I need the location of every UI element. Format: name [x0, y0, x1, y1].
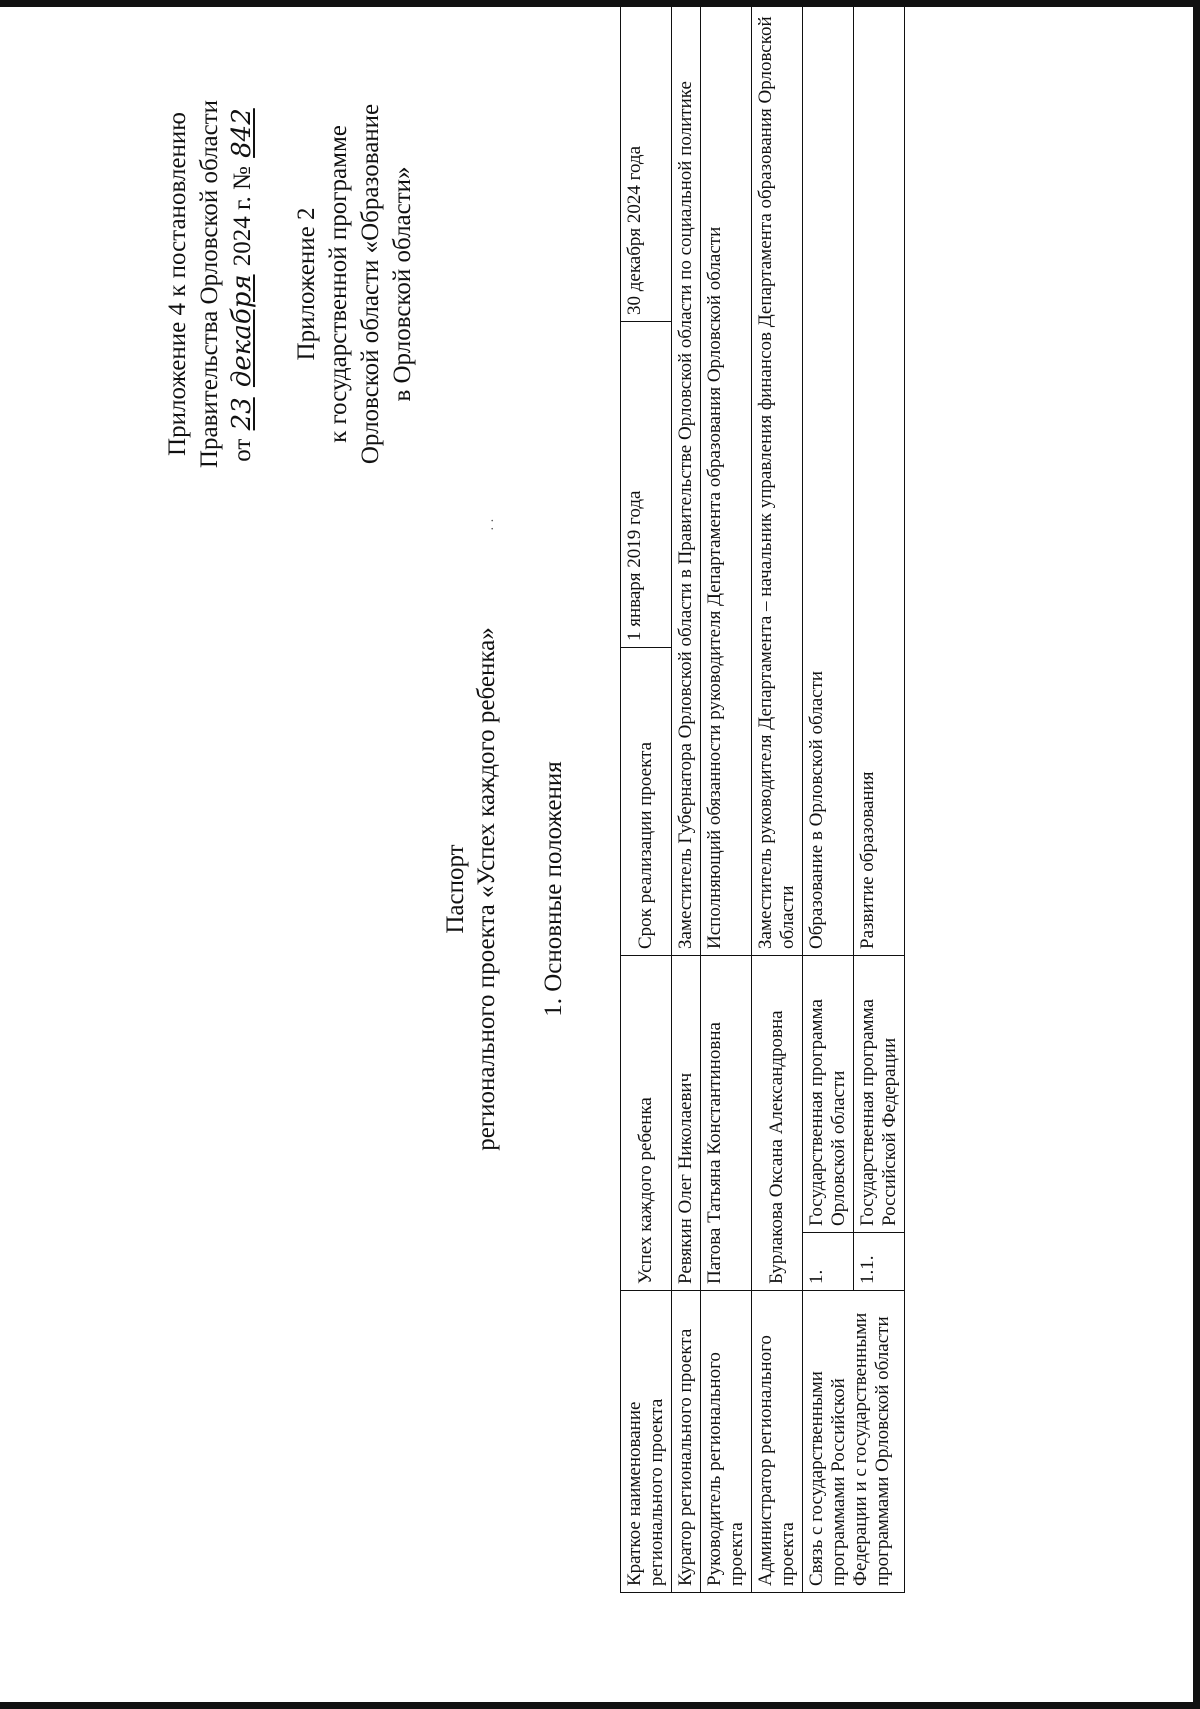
appendix-date-line	[226, 14, 259, 554]
program-value: Развитие образования	[854, 3, 905, 956]
link-label: Связь с государственными программами Российской Федерации и с государственными программами Орловской области	[803, 1291, 905, 1593]
short-name-value: Успех каждого ребенка	[621, 956, 672, 1291]
date-prefix: от	[229, 438, 256, 462]
table-row-curator	[672, 3, 701, 1593]
date-year: 2024 г. №	[229, 166, 256, 267]
term-end: 30 декабря 2024 года	[621, 3, 672, 322]
short-name-label: Краткое наименование регионального проекта	[621, 1291, 672, 1593]
table-row-program-1	[803, 3, 854, 1593]
admin-label: Администратор регионального проекта	[752, 1291, 803, 1593]
admin-name: Бурлакова Оксана Александровна	[752, 956, 803, 1291]
program-number: 1.1.	[854, 1233, 905, 1291]
curator-name: Ревякин Олег Николаевич	[672, 956, 701, 1291]
admin-position: Заместитель руководителя Департамента – начальник управления финансов Департамента образования Орловской области	[752, 3, 803, 956]
spacer	[259, 14, 291, 554]
sub-appendix-line-1: Приложение 2	[293, 207, 320, 361]
head-name: Патова Татьяна Константиновна	[701, 956, 752, 1291]
document-heading	[440, 529, 569, 1249]
program-number: 1.	[803, 1233, 854, 1291]
sub-appendix-line-4: в Орловской области»	[389, 166, 416, 402]
table-row-head	[701, 3, 752, 1593]
table-row-short-name	[621, 3, 672, 1593]
appendix-line-2: Правительства Орловской области	[196, 99, 223, 469]
appendix-line-1: Приложение 4 к постановлению	[164, 112, 191, 456]
doc-title: Паспорт	[442, 844, 469, 934]
head-position: Исполняющий обязанности руководителя Департамента образования Орловской области	[701, 3, 752, 956]
program-value: Образование в Орловской области	[803, 3, 854, 956]
table-row-admin	[752, 3, 803, 1593]
handwritten-number: 842	[227, 108, 257, 158]
project-passport-table	[620, 2, 905, 1593]
section-title: 1. Основные положения	[540, 761, 567, 1017]
appendix-block	[162, 14, 419, 554]
doc-subtitle: регионального проекта «Успех каждого ребенка»	[473, 627, 500, 1151]
term-label: Срок реализации проекта	[621, 648, 672, 956]
curator-position: Заместитель Губернатора Орловской области в Правительстве Орловской области по социальной политике	[672, 3, 701, 956]
scan-speck-marks: · ·	[486, 518, 501, 531]
program-name: Государственная программа Российской Федерации	[854, 956, 905, 1233]
head-label: Руководитель регионального проекта	[701, 1291, 752, 1593]
sub-appendix-line-2: к государственной программе	[325, 125, 352, 443]
sub-appendix-line-3: Орловской области «Образование	[357, 103, 384, 465]
curator-label: Куратор регионального проекта	[672, 1291, 701, 1593]
handwritten-month: декабря	[227, 274, 257, 388]
term-start: 1 января 2019 года	[621, 322, 672, 648]
program-name: Государственная программа Орловской области	[803, 956, 854, 1233]
handwritten-day: 23	[227, 397, 257, 431]
